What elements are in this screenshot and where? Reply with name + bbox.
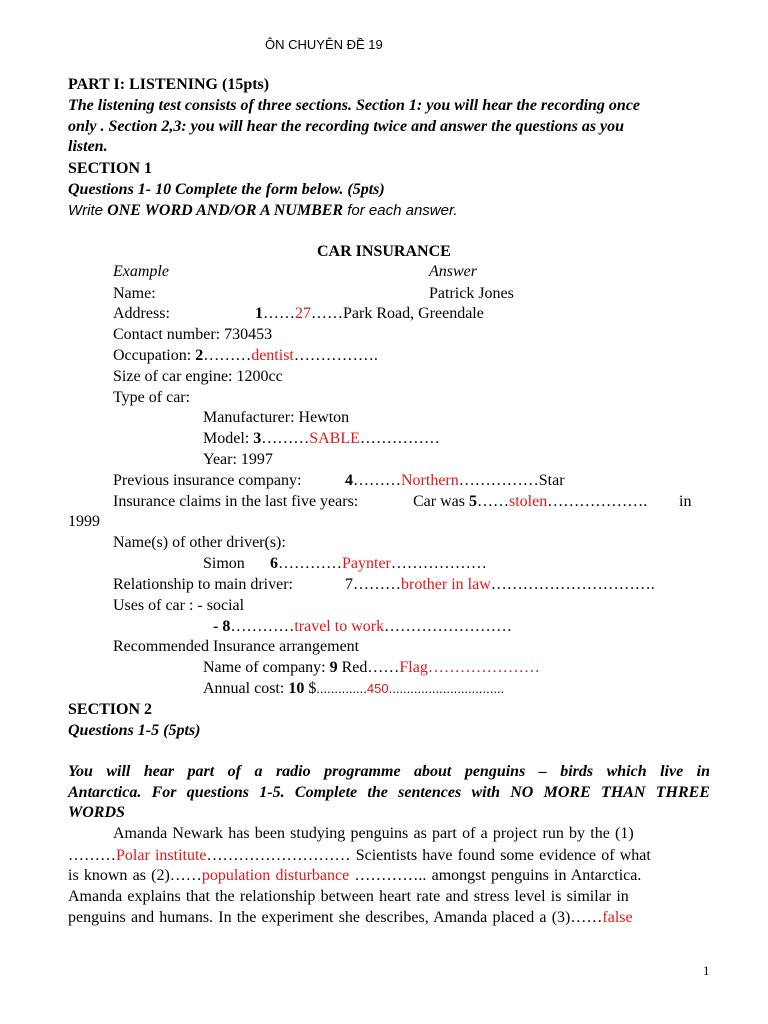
passage-line-5	[68, 908, 633, 928]
q2-number: 2	[195, 347, 204, 364]
claims-label: Insurance claims in the last five years:	[113, 493, 359, 510]
write-emphasis: ONE WORD AND/OR A NUMBER	[107, 202, 344, 219]
q5-dots-after: ……………….	[547, 493, 648, 510]
q10-dots-before: ..............	[316, 681, 367, 696]
passage-2-rest: ……………………… Scientists have found some evidence of what	[206, 847, 651, 864]
passage-line-2	[68, 846, 651, 866]
model-label: Model:	[203, 430, 254, 447]
q4-dots-before: ………	[353, 472, 401, 489]
q7-number: 7	[345, 576, 353, 593]
part-title: PART I: LISTENING (15pts)	[68, 76, 270, 93]
address-line	[255, 304, 484, 324]
part-intro-line-3: listen.	[68, 138, 108, 155]
claims-year: 1999	[68, 513, 100, 530]
part-intro-line-1: The listening test consists of three sections. Section 1: you will hear the recording once	[68, 97, 641, 114]
other-driver-line	[270, 554, 487, 574]
passage-3-rest: ………….. amongst penguins in Antarctica.	[349, 867, 642, 884]
cost-dollar: $	[304, 680, 317, 697]
part-intro-line-2: only . Section 2,3: you will hear the recording twice and answer the questions as you	[68, 118, 625, 135]
passage-line-4: Amanda explains that the relationship between heart rate and stress level is similar in	[68, 888, 629, 905]
q1-number: 1	[255, 305, 263, 322]
q6-dots-before: …………	[278, 555, 342, 572]
previous-company-label: Previous insurance company:	[113, 472, 302, 489]
q3-dots-before: ………	[261, 430, 310, 447]
section-1-title: SECTION 1	[68, 160, 153, 177]
q4-number: 4	[345, 472, 353, 489]
section-2-question-title: Questions 1-5 (5pts)	[68, 722, 201, 739]
q9-dots-after: …………………	[427, 659, 540, 676]
name-value: Patrick Jones	[429, 285, 514, 302]
model-line	[203, 429, 440, 449]
previous-company-line	[345, 471, 565, 491]
company-line	[203, 658, 540, 678]
section-1-question-title: Questions 1- 10 Complete the form below. (5pts)	[68, 181, 385, 198]
q3-answer: SABLE	[309, 430, 360, 447]
page-header: ÔN CHUYÊN ĐỀ 19	[265, 37, 383, 52]
q6-dots-after: ………………	[390, 555, 487, 572]
q7-dots-after: ………………………….	[490, 576, 655, 593]
address-rest: Park Road, Greendale	[343, 305, 484, 322]
previous-company-rest: Star	[538, 472, 565, 489]
q4-answer: Northern	[401, 472, 459, 489]
answer-label: Answer	[429, 263, 477, 280]
section-2-intro-line-3: WORDS	[68, 804, 125, 821]
section-2-intro-line-1: You will hear part of a radio programme about penguins – birds which live in	[68, 763, 710, 780]
passage-q1-answer: Polar institute	[116, 847, 207, 864]
q9-answer: Flag	[399, 659, 428, 676]
q2-dots-after: …………….	[293, 347, 378, 364]
passage-q3-answer: false	[602, 909, 633, 926]
q1-dots-before: ……	[263, 305, 295, 322]
section-2-title: SECTION 2	[68, 701, 153, 718]
q9-dots-before: ……	[367, 659, 400, 676]
q6-answer: Paynter	[342, 555, 391, 572]
page-number: 1	[703, 963, 710, 978]
write-instruction	[68, 201, 458, 221]
uses-line	[213, 617, 512, 637]
recommended-label: Recommended Insurance arrangement	[113, 638, 360, 655]
passage-line-1: Amanda Newark has been studying penguins as part of a project run by the (1)	[113, 825, 634, 842]
q3-dots-after: ……………	[359, 430, 440, 447]
address-label: Address:	[113, 305, 170, 322]
passage-3-start: is known as (2)……	[68, 867, 202, 884]
q6-number: 6	[270, 555, 278, 572]
occupation-line	[113, 346, 378, 366]
q1-answer: 27	[295, 305, 311, 322]
manufacturer: Manufacturer: Hewton	[203, 409, 350, 426]
q8-answer: travel to work	[294, 618, 385, 635]
q2-answer: dentist	[251, 347, 294, 364]
q7-answer: brother in law	[401, 576, 491, 593]
company-red-text: Red	[337, 659, 368, 676]
cost-line	[203, 679, 504, 699]
passage-2-dots: ………	[68, 847, 116, 864]
example-label: Example	[113, 263, 169, 280]
claims-prefix: Car was	[413, 493, 469, 510]
passage-q2-answer: population disturbance	[201, 867, 350, 884]
other-drivers-label: Name(s) of other driver(s):	[113, 534, 286, 551]
q10-dots-after: ................................	[388, 681, 505, 696]
write-prefix: Write	[68, 202, 108, 219]
contact-number: Contact number: 730453	[113, 326, 273, 343]
q8-number: 8	[222, 618, 231, 635]
q3-number: 3	[253, 430, 262, 447]
claims-in: in	[679, 493, 692, 510]
uses-label: Uses of car : - social	[113, 597, 245, 614]
q5-answer: stolen	[508, 493, 548, 510]
q10-answer: 450	[366, 681, 389, 696]
q7-dots-before: ………	[353, 576, 401, 593]
relationship-line	[345, 575, 655, 595]
car-year: Year: 1997	[203, 451, 273, 468]
type-of-car-label: Type of car:	[113, 389, 191, 406]
simon-label: Simon	[203, 555, 245, 572]
form-title: CAR INSURANCE	[317, 243, 451, 260]
q4-dots-after: ……………	[458, 472, 539, 489]
relationship-label: Relationship to main driver:	[113, 576, 293, 593]
q1-dots-after: ……	[311, 305, 343, 322]
passage-line-3	[68, 866, 641, 886]
q5-number: 5	[468, 493, 477, 510]
claims-line	[413, 492, 647, 512]
passage-5-start: penguins and humans. In the experiment she describes, Amanda placed a (3)……	[68, 909, 603, 926]
q5-dots-before: ……	[476, 493, 509, 510]
q10-number: 10	[288, 680, 305, 697]
q9-number: 9	[329, 659, 338, 676]
occupation-label: Occupation:	[113, 347, 196, 364]
q8-dots-after: ……………………	[384, 618, 513, 635]
name-label: Name:	[113, 285, 156, 302]
q8-dots-before: …………	[230, 618, 295, 635]
write-suffix: for each answer.	[343, 202, 458, 219]
q2-dots-before: ………	[203, 347, 252, 364]
uses-dash: -	[213, 618, 223, 635]
cost-label: Annual cost:	[203, 680, 289, 697]
engine-size: Size of car engine: 1200cc	[113, 368, 283, 385]
section-2-intro-line-2: Antarctica. For questions 1-5. Complete the sentences with NO MORE THAN THREE	[68, 784, 710, 801]
company-label: Name of company:	[203, 659, 330, 676]
